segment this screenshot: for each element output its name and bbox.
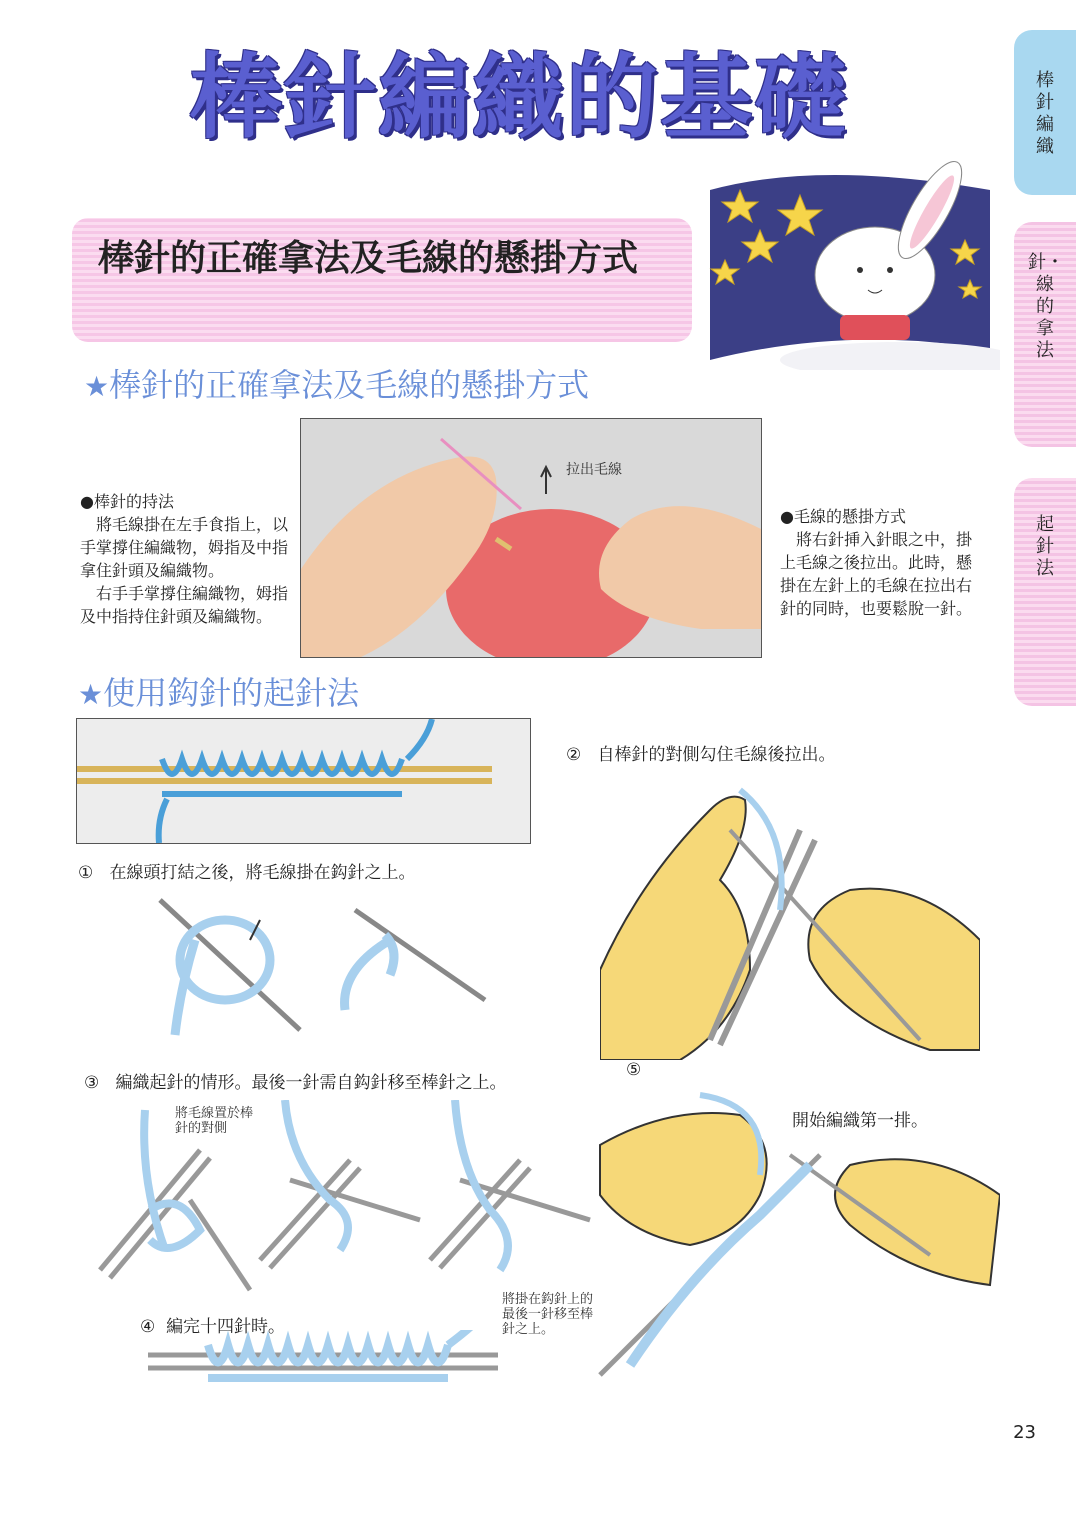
side-tab-label: 針・線的拿法 [1028,252,1064,361]
step5-illustration [590,1085,1000,1390]
step3-number: ③ [84,1073,100,1093]
step2-illustration [600,770,980,1060]
step3-text [84,1068,506,1093]
rabbit-illustration [700,150,1000,370]
page-title: 棒針編織的基礎 [190,44,849,151]
step2-number: ② [566,745,582,765]
cast-on-photo-drawing [77,719,530,843]
step2-caption: 自棒針的對側勾住毛線後拉出。 [597,745,836,765]
heading-text: 棒針的正確拿法及毛線的懸掛方式 [98,238,639,279]
yarn-hanging-text [780,505,980,620]
star-icon: ★ [84,370,110,403]
side-tab-cast-on[interactable] [1014,478,1076,706]
holding-method-p2: 右手手掌撐住編織物，姆指及中指持住針頭及編織物。 [80,584,289,626]
hands-knitting-photo [300,418,762,658]
holding-method-title: ●棒針的持法 [80,492,174,511]
yarn-hanging-p1: 將右針挿入針眼之中，掛上毛線之後拉出。此時，懸掛在左針上的毛線在拉出右針的同時，也要鬆脫一針。 [780,530,973,618]
section2-title: 使用鈎針的起針法 [103,674,360,712]
step5-number: ⑤ [626,1060,642,1080]
side-tab-label: 起針法 [1036,514,1054,579]
holding-method-p1: 將毛線掛在左手食指上，以手掌撐住編織物，姆指及中指拿住針頭及編織物。 [80,515,289,580]
star-icon: ★ [78,678,104,711]
step1-caption: 在線頭打結之後，將毛線掛在鈎針之上。 [109,863,416,883]
side-tab-label: 棒針編織 [1036,70,1054,157]
holding-method-text [80,490,295,628]
cast-on-photo [76,718,531,844]
section1-heading [84,360,589,406]
step1-number: ① [78,863,94,883]
yarn-hanging-title: ●毛線的懸掛方式 [780,507,906,526]
step3-illustration [90,1100,610,1310]
step5-caption: 開始編織第一排。 [792,1111,928,1131]
heading-box [72,218,692,342]
step4-number: ④ [140,1317,156,1337]
side-tab-holding[interactable] [1014,222,1076,447]
step3-label: 將毛線置於棒針的對側 [175,1106,254,1136]
section2-heading [78,668,359,714]
step4-illustration [148,1330,508,1400]
hands-photo-drawing [301,419,761,657]
section1-title: 棒針的正確拿法及毛線的懸掛方式 [109,366,590,404]
step3-caption: 編織起針的情形。最後一針需自鈎針移至棒針之上。 [115,1073,507,1093]
step2-text [566,740,835,765]
pull-yarn-label: 拉出毛線 [566,462,622,478]
page-number: 23 [1013,1422,1036,1443]
side-tab-knitting[interactable] [1014,30,1076,195]
step1-illustration [140,880,500,1040]
step4-label: 將掛在鈎針上的最後一針移至棒針之上。 [502,1292,594,1337]
step4-caption: 編完十四針時。 [166,1317,286,1337]
